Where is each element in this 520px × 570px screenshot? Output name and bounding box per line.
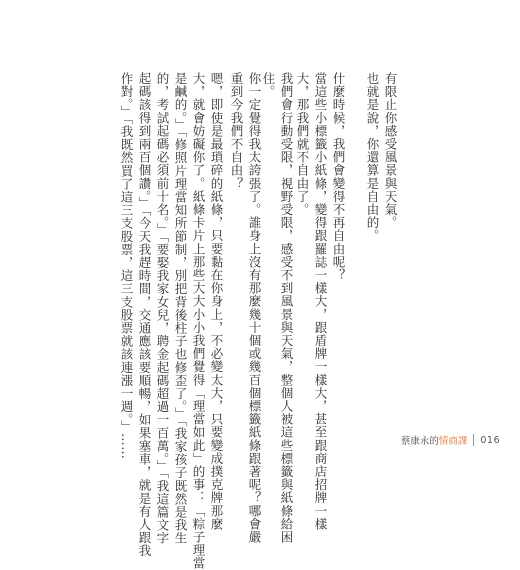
text-column-6: 大，那我們就不自由了。 xyxy=(295,72,310,217)
text-column-7: 我們會行動受限，視野受限，感受不到風景與天氣，整個人被這些標籤與紙條給困 xyxy=(279,72,294,544)
book-title-part2: 情商課 xyxy=(438,436,468,447)
page-number: 016 xyxy=(480,434,500,446)
text-column-1: 有限止你感受風景與天氣。 xyxy=(383,72,398,230)
text-column-12: 嗯，即使是最瑣碎的紙條，只要黏在你身上，不必變太大，只要變成撲克牌那麼 xyxy=(209,72,224,531)
footer-divider xyxy=(473,434,474,446)
text-column-11: 重到今我們不自由？ xyxy=(229,72,244,190)
text-column-5: 當這些小標籤小紙條，變得跟羅誌一樣大，跟盾牌一樣大，甚至跟商店招牌一樣 xyxy=(313,72,328,531)
text-column-8: 住。 xyxy=(261,72,276,99)
page-footer xyxy=(401,432,500,448)
text-column-13: 大，就會妨礙你了。紙條卡片上那些大大小小我們覺得「理當如此」的事：「粽子理當 xyxy=(191,72,206,570)
text-column-16: 起碼該得到兩百個讚。」「今天我趕時間，交通應該要順暢，如果塞車，就是有人跟我 xyxy=(137,72,152,558)
text-column-14: 是鹹的。」「修照片理當知所節制，別把背後柱子也修歪了。」「我家孩子既然是我生 xyxy=(173,72,188,545)
text-column-4: 什麼時候，我們會變得不再自由呢？ xyxy=(331,72,346,282)
book-title-part1: 蔡康永的 xyxy=(400,436,439,447)
text-column-2: 也就是說，你還算是自由的。 xyxy=(365,72,380,243)
text-column-10: 你一定覺得我太誇張了。誰身上沒有那麼幾十個或幾百個標籤紙條跟著呢？哪會嚴 xyxy=(247,72,262,544)
text-column-17: 作對。」「我既然買了這三支股票，這三支股票就該連漲一週。」…… xyxy=(119,72,134,460)
text-column-15: 的，考試起碼必須前十名。」「要娶我家女兒，聘金起碼超過一百萬。」「我這篇文字 xyxy=(155,72,170,545)
